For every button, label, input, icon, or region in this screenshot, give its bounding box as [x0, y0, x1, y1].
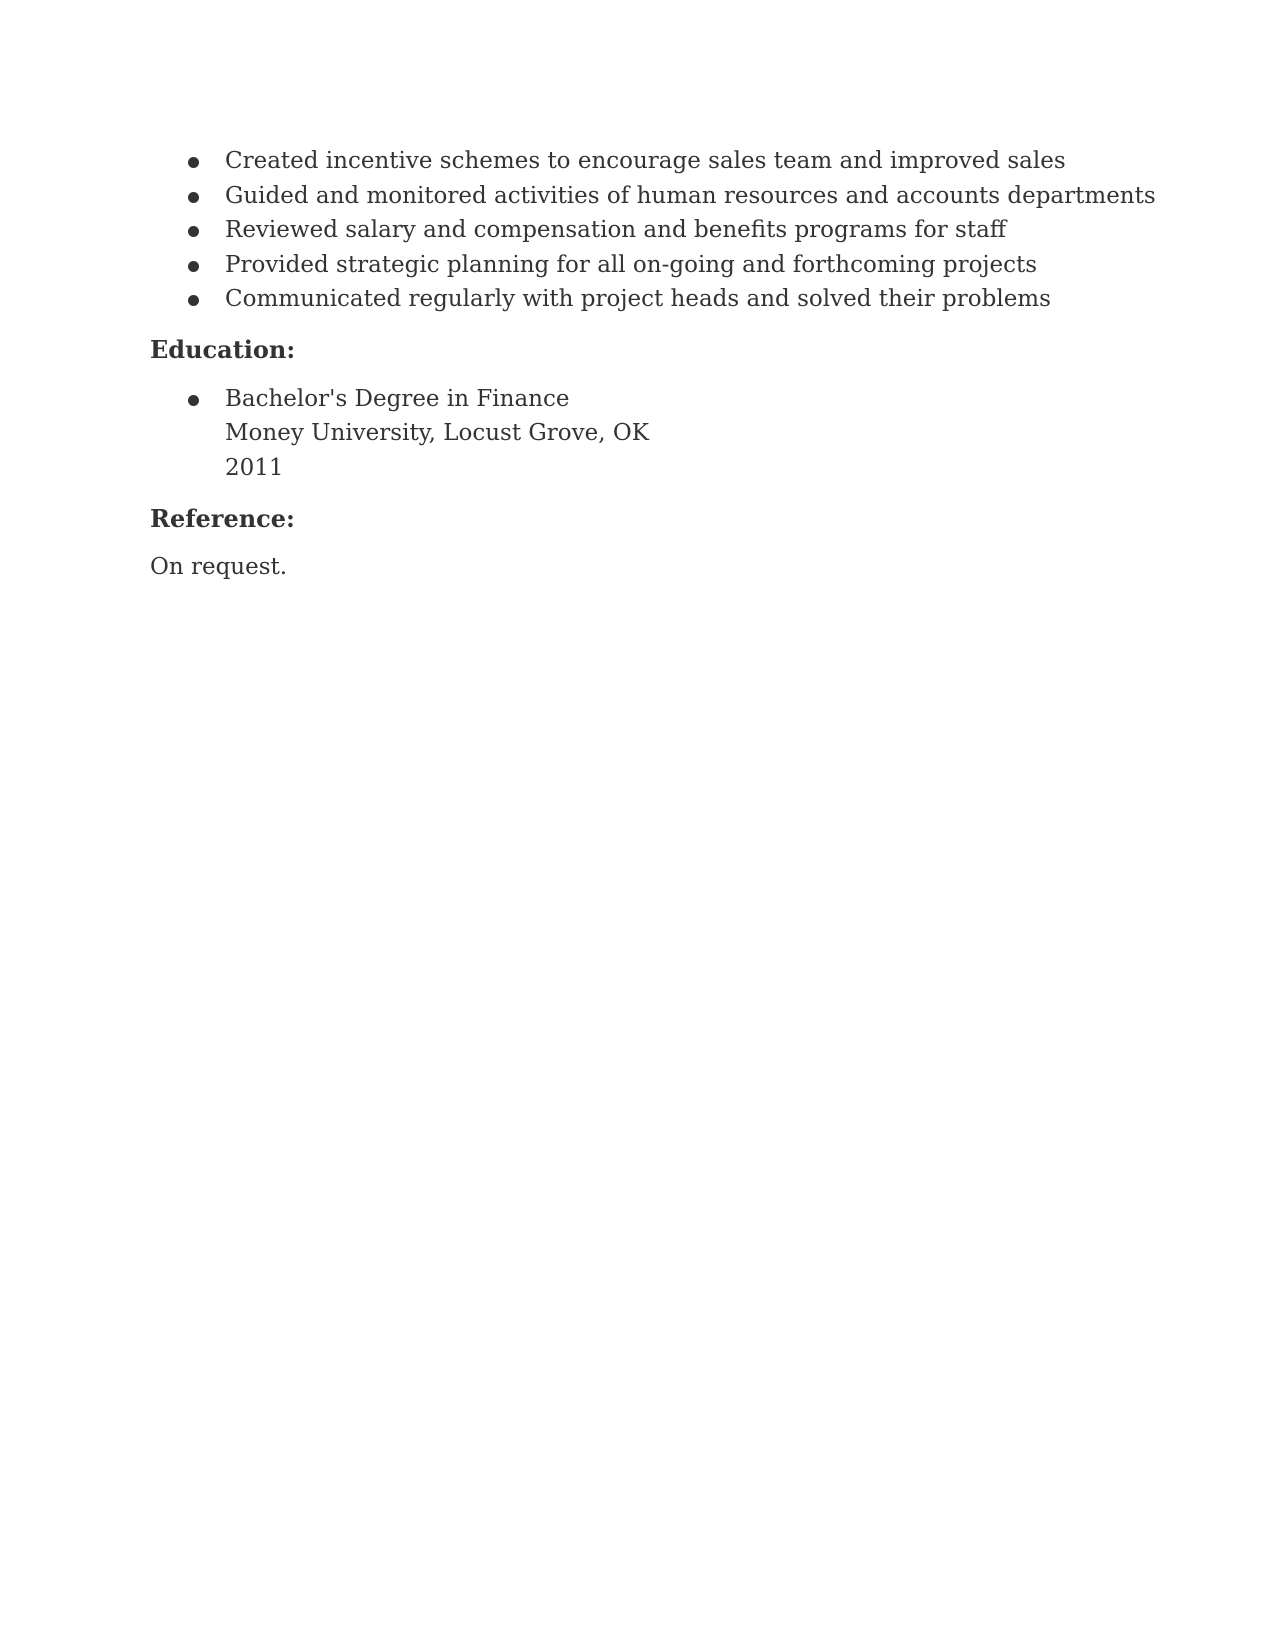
bullet-text: Created incentive schemes to encourage sales team and improved sales	[225, 148, 1066, 174]
bullet-icon	[188, 395, 199, 406]
education-year: 2011	[225, 454, 284, 481]
bullet-text: Communicated regularly with project heads and solved their problems	[225, 286, 1051, 312]
bullet-icon	[188, 261, 199, 272]
reference-heading: Reference:	[150, 504, 295, 533]
bullet-icon	[188, 295, 199, 306]
education-degree: Bachelor's Degree in Finance	[225, 385, 570, 412]
resume-page	[150, 144, 1156, 585]
list-item	[150, 382, 1150, 486]
list-item	[150, 144, 1150, 179]
bullet-text: Guided and monitored activities of human resources and accounts departments	[225, 182, 1156, 209]
list-item	[150, 179, 1156, 214]
list-item	[150, 282, 1150, 317]
bullet-text: Reviewed salary and compensation and benefits programs for staff	[225, 217, 1007, 243]
bullet-icon	[188, 192, 199, 203]
education-list	[150, 382, 1150, 486]
bullet-text: Provided strategic planning for all on-going and forthcoming projects	[225, 251, 1038, 278]
bullet-icon	[188, 157, 199, 168]
experience-list	[150, 144, 1156, 317]
list-item	[150, 248, 1150, 283]
reference-text: On request.	[150, 554, 288, 580]
list-item	[150, 213, 1150, 248]
education-school: Money University, Locust Grove, OK	[225, 420, 649, 446]
bullet-icon	[188, 226, 199, 237]
education-heading: Education:	[150, 334, 296, 364]
